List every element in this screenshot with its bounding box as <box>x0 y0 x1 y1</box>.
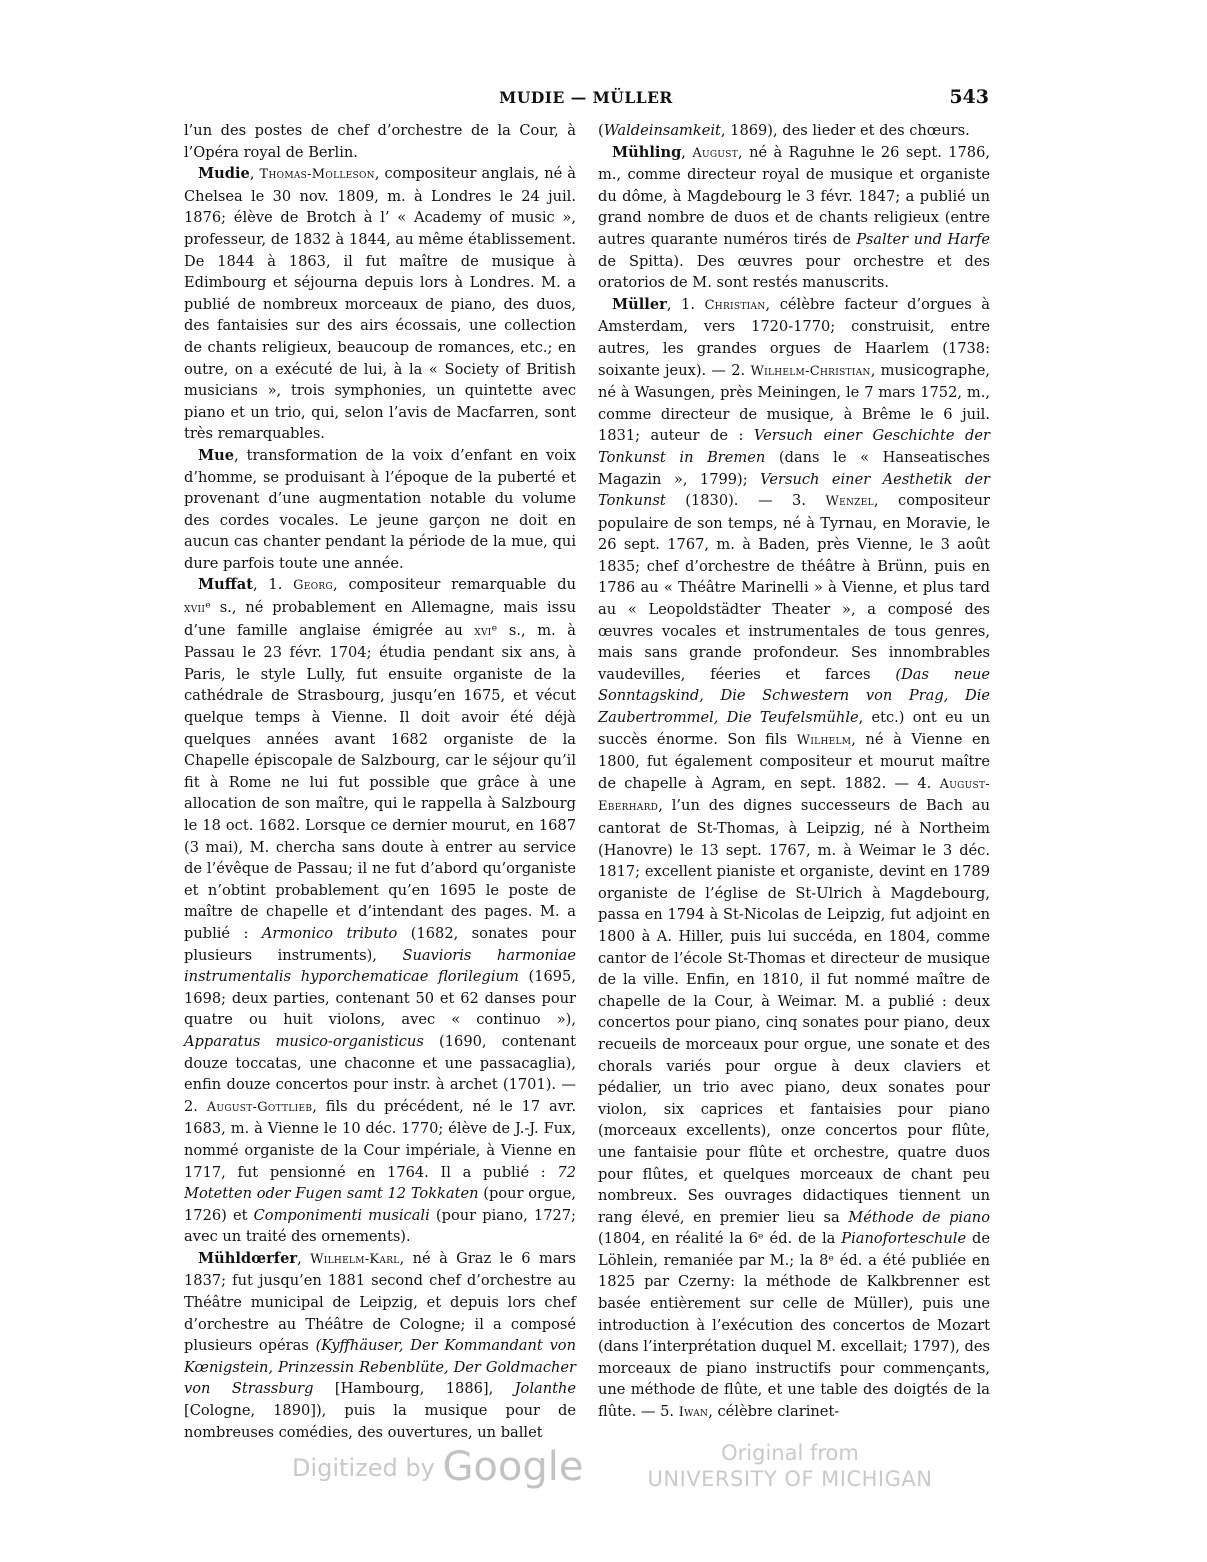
original-from-line: Original from <box>721 1441 859 1465</box>
dictionary-entry: Muffat, 1. Georg, compositeur remarquable du xviiᵉ s., né probablement en Allemagne, mais issu d’une famille anglaise émigrée au xviᵉ s., m. à Passau le 23 févr. 1704; étudia pendant six ans, à Paris, le style Lully, fut ensuite organiste de la cathédrale de Strasbourg, jusqu’en 1675, et vécut quelque temps à Vienne. Il doit avoir été déjà quelques années avant 1682 organiste de la Chapelle épiscopale de Salzbourg, car le séjour qu’il fit à Rome ne lui fut possible que grâce à une allocation de son maître, qui le rappella à Salzbourg le 18 oct. 1682. Lorsque ce dernier mourut, en 1687 (3 mai), M. chercha sans doute à entrer au service de l’évêque de Passau; il ne fut d’abord qu’organiste et n’obtint probablement qu’en 1695 le poste de maître de chapelle et d’intendant des pages. M. a publié : Armonico tributo (1682, sonates pour plusieurs instruments), Suavioris harmoniae instrumentalis hyporchematicae florilegium (1695, 1698; deux parties, contenant 50 et 62 danses pour quatre ou huit violons, avec « continuo »), Apparatus musico-organisticus (1690, contenant douze toccatas, une chaconne et une passacaglia), enfin douze concertos pour instr. à archet (1701). — 2. August-Gottlieb, fils du précédent, né le 17 avr. 1683, m. à Vienne le 10 déc. 1770; élève de J.-J. Fux, nommé organiste de la Cour impériale, à Vienne en 1717, fut pensionné en 1764. Il a publié : 72 Motetten oder Fugen samt 12 Tokkaten (pour orgue, 1726) et Componimenti musicali (pour piano, 1727; avec un traité des ornements). <box>184 576 576 1246</box>
digitized-prefix: Digitized by <box>292 1454 435 1482</box>
left-column <box>184 120 576 1443</box>
dictionary-entry: l’un des postes de chef d’orchestre de la Cour, à l’Opéra royal de Berlin. <box>184 122 576 161</box>
dictionary-entry: Mühling, August, né à Raguhne le 26 sept. 1786, m., comme directeur royal de musique et organiste du dôme, à Magdebourg le 3 févr. 1847; a publié un grand nombre de duos et de chants religieux (entre autres quarante numéros tirés de Psalter und Harfe de Spitta). Des œuvres pour orchestre et des oratorios de M. sont restés manuscrits. <box>598 143 991 292</box>
dictionary-entry: (Waldeinsamkeit, 1869), des lieder et des chœurs. <box>598 122 970 139</box>
scan-watermark <box>0 1440 1207 1500</box>
original-from-label <box>640 1440 940 1492</box>
page-header <box>183 86 989 110</box>
dictionary-entry: Mue, transformation de la voix d’enfant en voix d’homme, se produisant à l’époque de la puberté et provenant d’une augmentation notable du volume des cordes vocales. Le jeune garçon ne doit en aucun cas chanter pendant la période de la mue, qui dure parfois toute une année. <box>184 446 576 572</box>
university-name: UNIVERSITY OF MICHIGAN <box>647 1467 933 1491</box>
dictionary-entry: Mühldœrfer, Wilhelm-Karl, né à Graz le 6 mars 1837; fut jusqu’en 1881 second chef d’orchestre au Théâtre municipal de Leipzig, et depuis lors chef d’orchestre au Théâtre de Cologne; il a composé plusieurs opéras (Kyffhäuser, Der Kommandant von Kœnigstein, Prinzessin Rebenblüte, Der Goldmacher von Strassburg [Hambourg, 1886], Jolanthe [Cologne, 1890]), puis la musique pour de nombreuses comédies, des ouvertures, un ballet <box>184 1249 576 1441</box>
right-column <box>598 120 990 1424</box>
digitized-by-label <box>292 1444 584 1490</box>
dictionary-entry: Müller, 1. Christian, célèbre facteur d’orgues à Amsterdam, vers 1720-1770; construisit, entre autres, les grandes orgues de Haarlem (1738: soixante jeux). — 2. Wilhelm-Christian, musicographe, né à Wasungen, près Meiningen, le 7 mars 1752, m., comme directeur de musique, à Brême le 6 juil. 1831; auteur de : Versuch einer Geschichte der Tonkunst in Bremen (dans le « Hanseatisches Magazin », 1799); Versuch einer Aesthetik der Tonkunst (1830). — 3. Wenzel, compositeur populaire de son temps, né à Tyrnau, en Moravie, le 26 sept. 1767, m. à Baden, près Vienne, le 3 août 1835; chef d’orchestre de théâtre à Brünn, puis en 1786 au « Théâtre Marinelli » à Vienne, et plus tard au « Leopoldstädter Theater », a composé des œuvres vocales et instrumentales de tous genres, mais sans grande profondeur. Ses innombrables vaudevilles, féeries et farces (Das neue Sonntagskind, Die Schwestern von Prag, Die Zaubertrommel, Die Teufelsmühle, etc.) ont eu un succès énorme. Son fils Wilhelm, né à Vienne en 1800, fut également compositeur et mourut maître de chapelle à Agram, en sept. 1882. — 4. August-Eberhard, l’un des dignes successeurs de Bach au cantorat de St-Thomas, à Leipzig, né à Northeim (Hanovre) le 13 sept. 1767, m. à Weimar le 3 déc. 1817; excellent pianiste et organiste, devint en 1789 organiste de l’église de St-Ulrich à Magdebourg, passa en 1794 à St-Nicolas de Leipzig, fut adjoint en 1800 à A. Hiller, puis lui succéda, en 1804, comme cantor de l’école St-Thomas et directeur de musique de la ville. Enfin, en 1810, il fut nommé maître de chapelle de la Cour, à Weimar. M. a publié : deux concertos pour piano, cinq sonates pour piano, deux recueils de morceaux pour orgue, une sonate et des chorals variés pour orgue à deux claviers et pédalier, un trio avec piano, deux sonates pour violon, six caprices et fantaisies pour piano (morceaux excellents), onze concertos pour flûte, une fantaisie pour flûte et orchestre, quatre duos pour flûtes, et quelques morceaux de chant peu nombreux. Ses ouvrages didactiques tiennent un rang élevé, en premier lieu sa Méthode de piano (1804, en réalité la 6ᵉ éd. de la Pianoforteschule de Löhlein, remaniée par M.; la 8ᵉ éd. a été publiée en 1825 par Czerny: la méthode de Kalkbrenner est basée entièrement sur celle de Müller), puis une introduction à l’exécution des concertos de Mozart (dans l’interprétation duquel M. excellait; 1797), des morceaux de piano instructifs pour commençants, une méthode de flûte, et une table des doigtés de la flûte. — 5. Iwan, célèbre clarinet- <box>598 295 991 1421</box>
page-number: 543 <box>949 86 989 108</box>
dictionary-entry: Mudie, Thomas-Molleson, compositeur anglais, né à Chelsea le 30 nov. 1809, m. à Londres le 24 juil. 1876; élève de Brotch à l’ « Academy of music », professeur, de 1832 à 1844, au même établissement. De 1844 à 1863, il fut maître de musique à Edimbourg et séjourna depuis lors à Londres. M. a publié de nombreux morceaux de piano, des duos, des fantaisies sur des airs écossais, une collection de chants religieux, beaucoup de romances, etc.; en outre, on a exécuté de lui, à la « Society of British musicians », trois symphonies, un quintette avec piano et un trio, qui, selon l’avis de Macfarren, sont très remarquables. <box>184 165 576 443</box>
running-head: MUDIE — MÜLLER <box>499 88 673 107</box>
google-logo: Google <box>442 1444 584 1490</box>
